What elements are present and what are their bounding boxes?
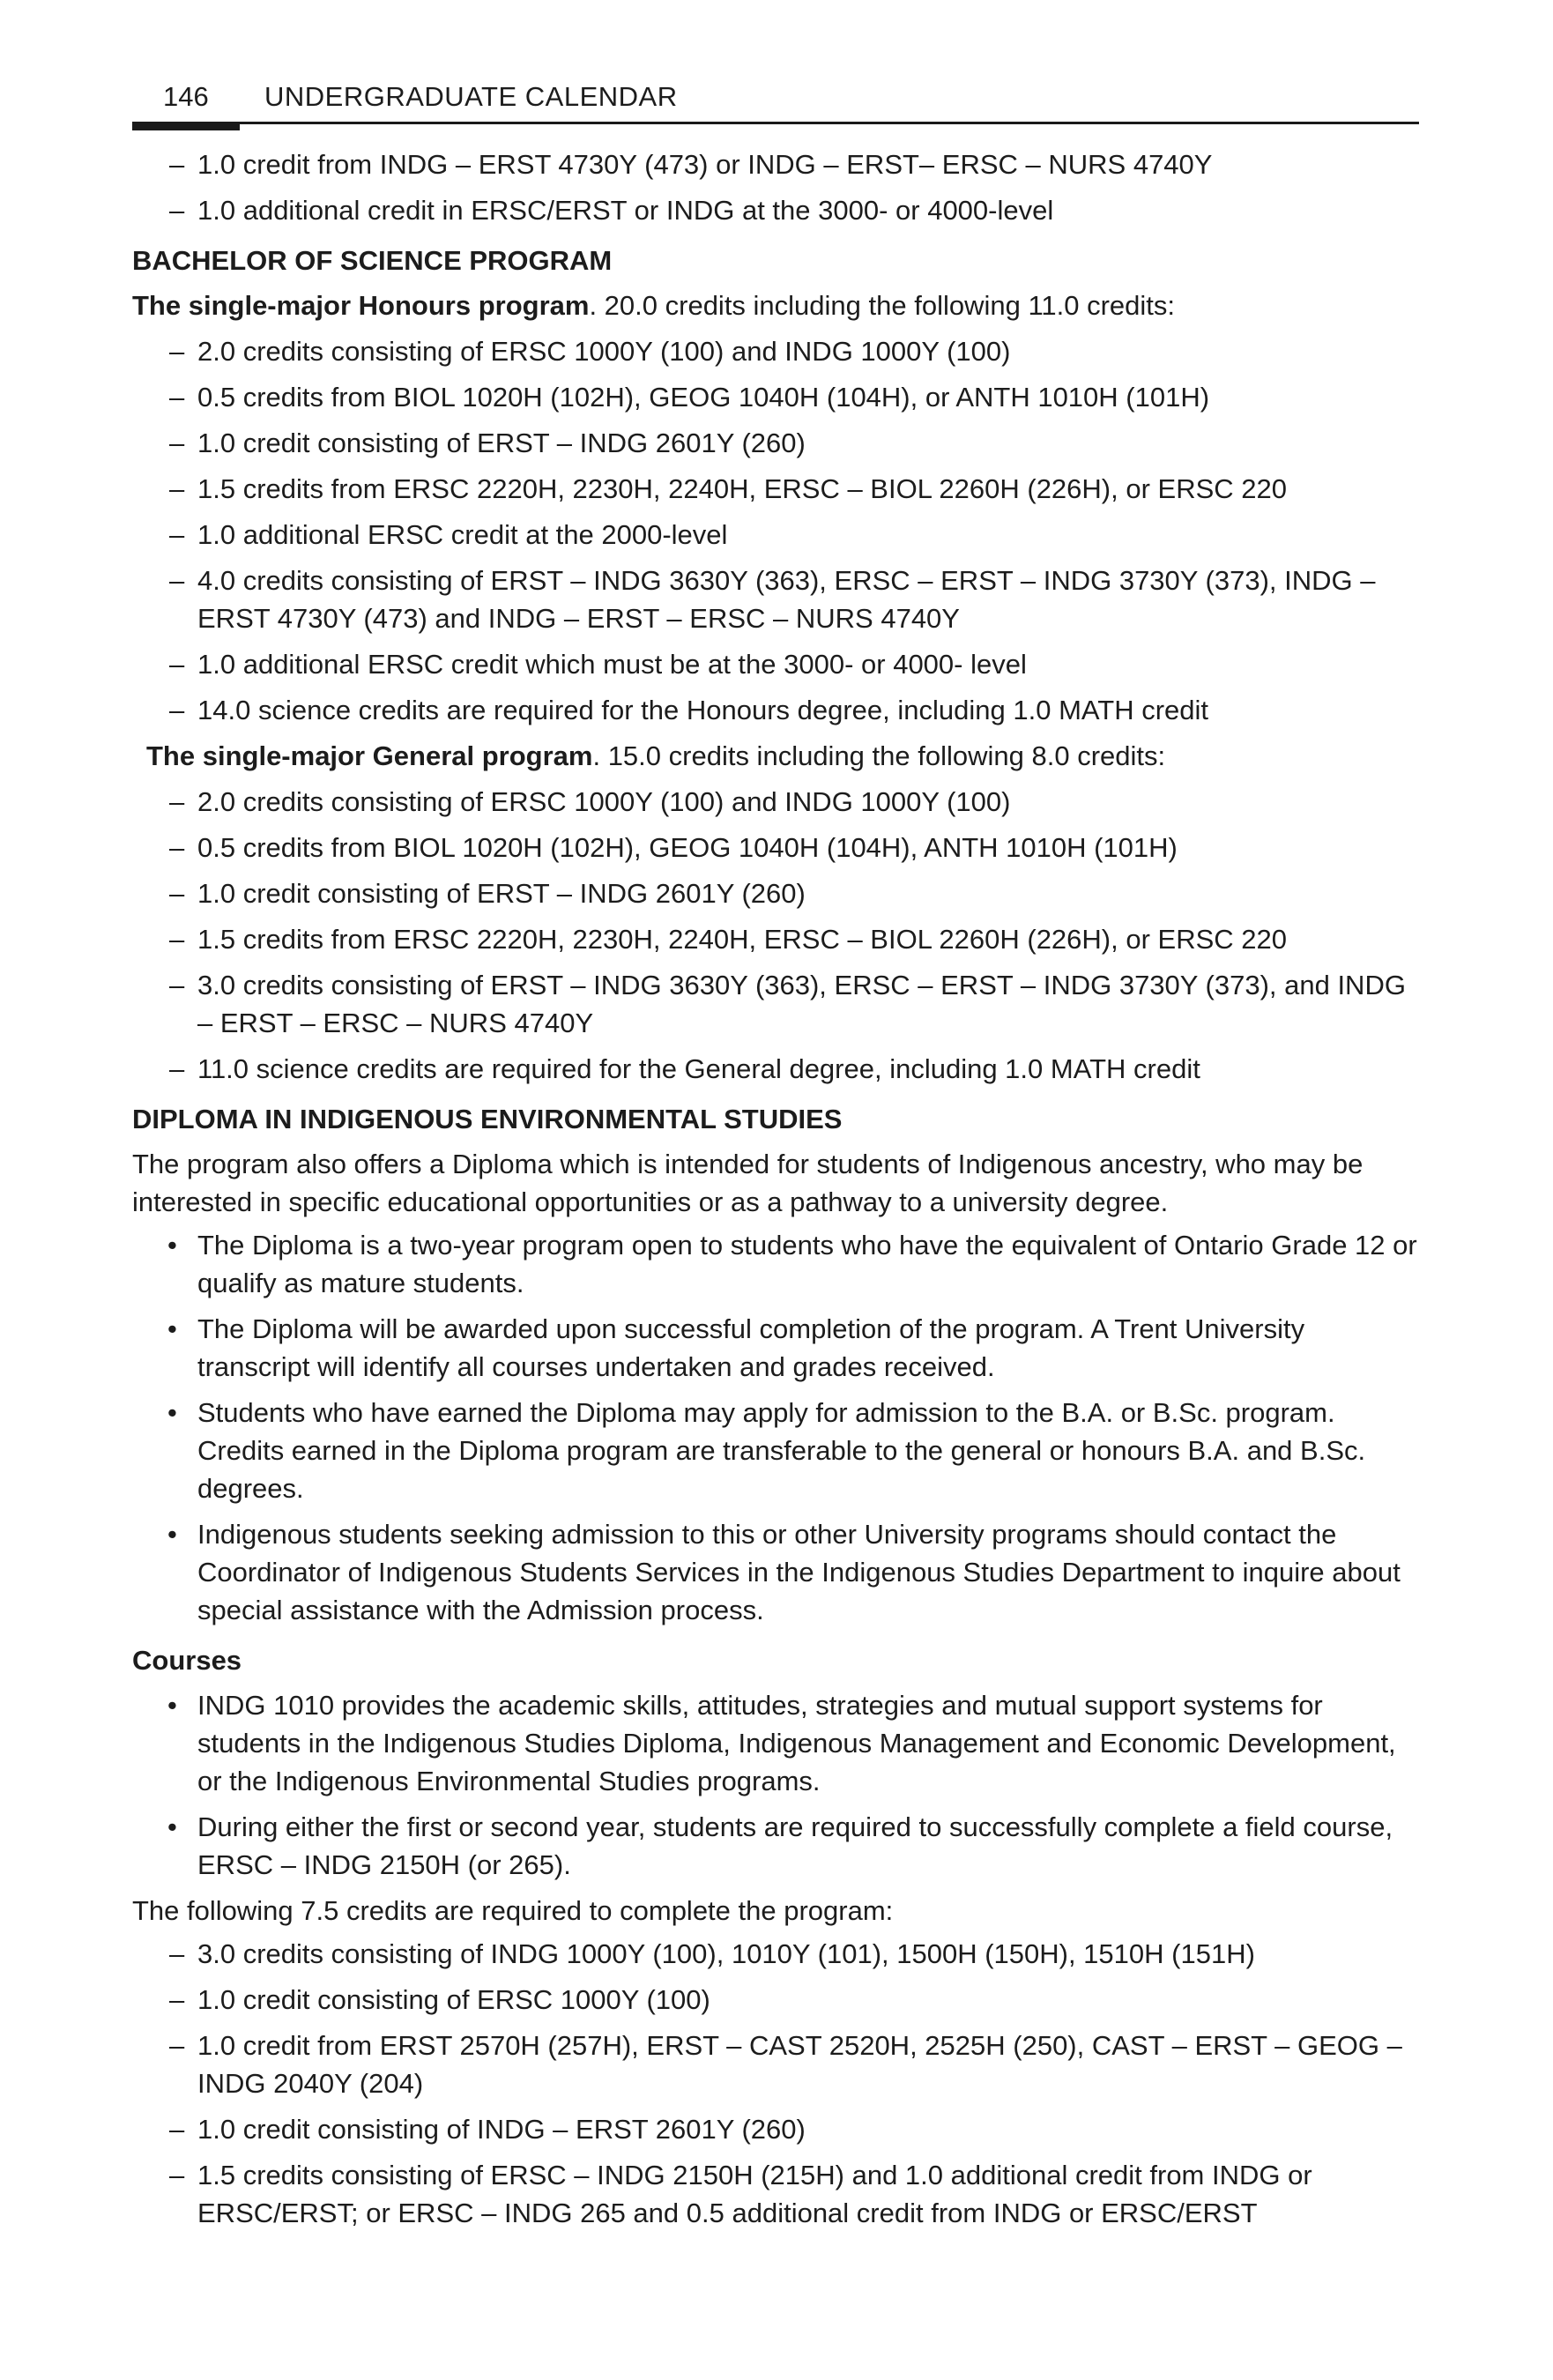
general-program-text: . 15.0 credits including the following 8.0 credits: — [592, 740, 1166, 771]
honours-program-label: The single-major Honours program — [132, 290, 590, 321]
page-content — [132, 145, 1419, 2232]
list-item: – 1.5 credits from ERSC 2220H, 2230H, 2240H, ERSC – BIOL 2260H (226H), or ERSC 220 — [132, 920, 1419, 958]
general-program-intro — [132, 737, 1419, 775]
bullet-item: • During either the first or second year, students are required to successfully complete a field course, ERSC – INDG 2150H (or 265). — [132, 1808, 1419, 1884]
diploma-bullets — [132, 1226, 1419, 1629]
honours-program-intro — [132, 286, 1419, 324]
courses-bullets — [132, 1686, 1419, 1884]
list-item: – 3.0 credits consisting of INDG 1000Y (100), 1010Y (101), 1500H (150H), 1510H (151H) — [132, 1935, 1419, 1973]
section-heading-bsc: BACHELOR OF SCIENCE PROGRAM — [132, 245, 613, 276]
running-title: UNDERGRADUATE CALENDAR — [264, 81, 678, 112]
list-item: – 1.0 credit consisting of INDG – ERST 2601Y (260) — [132, 2110, 1419, 2148]
list-item: – 0.5 credits from BIOL 1020H (102H), GEOG 1040H (104H), ANTH 1010H (101H) — [132, 829, 1419, 866]
general-list — [132, 783, 1419, 1088]
list-item: – 1.0 credit from ERST 2570H (257H), ERST – CAST 2520H, 2525H (250), CAST – ERST – GEOG – INDG 2040Y (204) — [132, 2027, 1419, 2102]
list-item: – 1.0 credit consisting of ERST – INDG 2601Y (260) — [132, 424, 1419, 462]
header-rule — [132, 122, 1419, 124]
required-credits-intro: The following 7.5 credits are required to complete the program: — [132, 1895, 894, 1926]
honours-program-text: . 20.0 credits including the following 11.0 credits: — [589, 290, 1176, 321]
list-item: – 11.0 science credits are required for the General degree, including 1.0 MATH credit — [132, 1050, 1419, 1088]
list-item: – 1.5 credits consisting of ERSC – INDG 2150H (215H) and 1.0 additional credit from INDG or ERSC/ERST; or ERSC – INDG 265 and 0.5 additional credit from INDG or ERSC/ERST — [132, 2156, 1419, 2232]
general-program-label: The single-major General program — [146, 740, 593, 771]
list-item: – 14.0 science credits are required for the Honours degree, including 1.0 MATH credit — [132, 691, 1419, 729]
header-rule-accent — [132, 122, 240, 130]
list-item: – 2.0 credits consisting of ERSC 1000Y (100) and INDG 1000Y (100) — [132, 783, 1419, 821]
bullet-item: • Students who have earned the Diploma may apply for admission to the B.A. or B.Sc. program. Credits earned in the Diploma program are transferable to the general or honours B.A. and B.Sc. degrees. — [132, 1394, 1419, 1507]
bullet-item: • Indigenous students seeking admission to this or other University programs should contact the Coordinator of Indigenous Students Services in the Indigenous Studies Department to inquire about special assistance with the Admission process. — [132, 1515, 1419, 1629]
list-item: – 1.0 credit from INDG – ERST 4730Y (473) or INDG – ERST– ERSC – NURS 4740Y — [132, 145, 1419, 183]
top-list — [132, 145, 1419, 229]
bullet-item: • INDG 1010 provides the academic skills, attitudes, strategies and mutual support systems for students in the Indigenous Studies Diploma, Indigenous Management and Economic Development, or the Indigenous Environmental Studies programs. — [132, 1686, 1419, 1800]
list-item: – 1.0 additional ERSC credit at the 2000-level — [132, 516, 1419, 554]
list-item: – 1.0 additional credit in ERSC/ERST or INDG at the 3000- or 4000-level — [132, 191, 1419, 229]
list-item: – 1.5 credits from ERSC 2220H, 2230H, 2240H, ERSC – BIOL 2260H (226H), or ERSC 220 — [132, 470, 1419, 508]
bullet-item: • The Diploma will be awarded upon successful completion of the program. A Trent University transcript will identify all courses undertaken and grades received. — [132, 1310, 1419, 1386]
list-item: – 1.0 credit consisting of ERST – INDG 2601Y (260) — [132, 874, 1419, 912]
page-number: 146 — [163, 81, 209, 112]
section-heading-diploma: DIPLOMA IN INDIGENOUS ENVIRONMENTAL STUDIES — [132, 1104, 843, 1134]
section-heading-courses: Courses — [132, 1645, 242, 1676]
diploma-intro: The program also offers a Diploma which is intended for students of Indigenous ancestry, who may be interested in specific educational opportunities or as a pathway to a university degree. — [132, 1149, 1364, 1217]
bullet-item: • The Diploma is a two-year program open to students who have the equivalent of Ontario Grade 12 or qualify as mature students. — [132, 1226, 1419, 1302]
list-item: – 3.0 credits consisting of ERST – INDG 3630Y (363), ERSC – ERST – INDG 3730Y (373), and INDG – ERST – ERSC – NURS 4740Y — [132, 966, 1419, 1042]
document-page — [132, 71, 1419, 2240]
required-list — [132, 1935, 1419, 2232]
list-item: – 1.0 credit consisting of ERSC 1000Y (100) — [132, 1981, 1419, 2019]
page-header — [132, 71, 1419, 123]
list-item: – 4.0 credits consisting of ERST – INDG 3630Y (363), ERSC – ERST – INDG 3730Y (373), INDG – ERST 4730Y (473) and INDG – ERST – ERSC – NURS 4740Y — [132, 562, 1419, 637]
list-item: – 1.0 additional ERSC credit which must be at the 3000- or 4000- level — [132, 645, 1419, 683]
list-item: – 0.5 credits from BIOL 1020H (102H), GEOG 1040H (104H), or ANTH 1010H (101H) — [132, 378, 1419, 416]
honours-list — [132, 332, 1419, 729]
list-item: – 2.0 credits consisting of ERSC 1000Y (100) and INDG 1000Y (100) — [132, 332, 1419, 370]
